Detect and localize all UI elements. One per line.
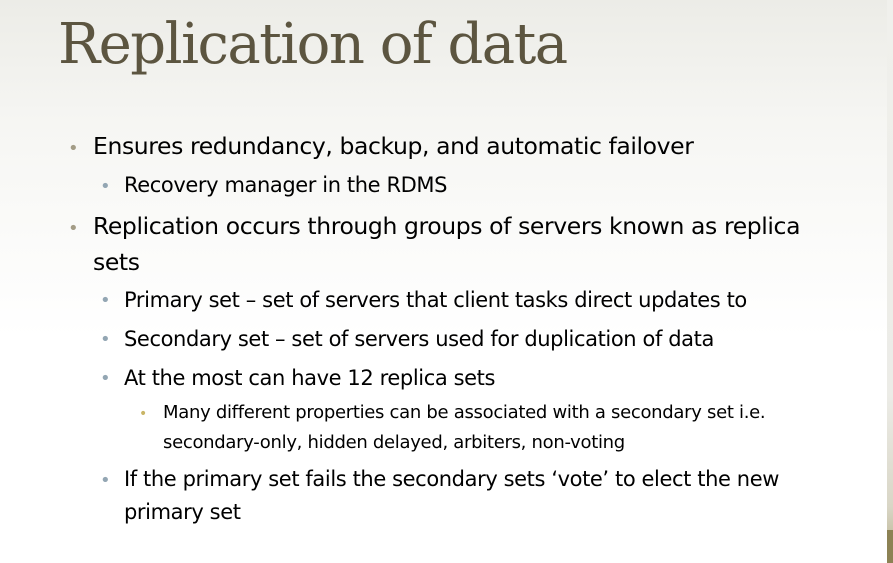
bullet-item: If the primary set fails the secondary sets ‘vote’ to elect the new: [124, 467, 780, 491]
bullet-marker: •: [100, 176, 111, 197]
bullet-marker: •: [100, 329, 111, 350]
bullet-marker: •: [100, 470, 111, 491]
bullet-item: Replication occurs through groups of servers known as replica: [93, 212, 801, 240]
bullet-item-continuation: sets: [93, 248, 140, 276]
bullet-item: Many different properties can be associated with a secondary set i.e.: [163, 402, 766, 423]
bullet-item-continuation: secondary-only, hidden delayed, arbiters, non-voting: [163, 432, 625, 453]
bullet-marker: •: [68, 138, 79, 159]
bullet-marker: •: [100, 368, 111, 389]
bullet-item-continuation: primary set: [124, 500, 241, 524]
slide-title: Replication of data: [58, 12, 567, 77]
bullet-marker: •: [100, 290, 111, 311]
bullet-item: Recovery manager in the RDMS: [124, 173, 448, 197]
bullet-marker: •: [139, 406, 148, 422]
right-edge-accent: [887, 530, 893, 563]
bullet-item: Ensures redundancy, backup, and automatic failover: [93, 132, 694, 160]
bullet-item: Secondary set – set of servers used for duplication of data: [124, 327, 714, 351]
bullet-marker: •: [68, 218, 79, 239]
bullet-item: At the most can have 12 replica sets: [124, 366, 496, 390]
right-edge-bar: [887, 0, 893, 563]
bullet-item: Primary set – set of servers that client tasks direct updates to: [124, 288, 747, 312]
